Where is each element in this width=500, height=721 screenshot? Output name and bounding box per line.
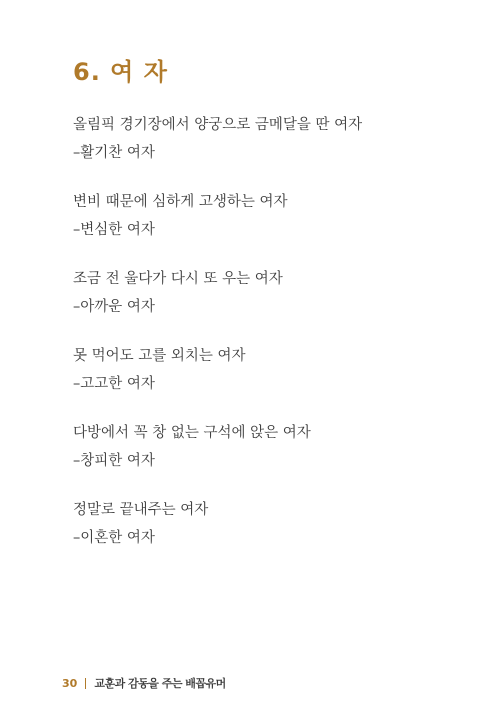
stanza xyxy=(73,342,463,398)
stanza xyxy=(73,111,463,167)
stanza-line: 올림픽 경기장에서 양궁으로 금메달을 딴 여자 xyxy=(73,117,363,133)
chapter-title: 6. 여 자 xyxy=(73,58,168,86)
stanza xyxy=(73,419,463,475)
stanza-punchline: –아까운 여자 xyxy=(73,299,155,315)
page-footer xyxy=(62,675,226,691)
stanza-punchline: –이혼한 여자 xyxy=(73,530,155,546)
stanza-punchline: –변심한 여자 xyxy=(73,222,155,238)
page-number: 30 xyxy=(62,676,78,690)
stanza-punchline: –창피한 여자 xyxy=(73,453,155,469)
stanza-punchline: –고고한 여자 xyxy=(73,376,155,392)
stanza-line: 다방에서 꼭 창 없는 구석에 앉은 여자 xyxy=(73,425,311,441)
stanza xyxy=(73,265,463,321)
stanza-line: 못 먹어도 고를 외치는 여자 xyxy=(73,348,246,364)
stanza-line: 조금 전 울다가 다시 또 우는 여자 xyxy=(73,271,283,287)
stanza-line: 변비 때문에 심하게 고생하는 여자 xyxy=(73,194,288,210)
stanza xyxy=(73,188,463,244)
stanza-line: 정말로 끝내주는 여자 xyxy=(73,502,209,518)
stanza-punchline: –활기찬 여자 xyxy=(73,145,155,161)
stanza xyxy=(73,496,463,552)
book-title: 교훈과 감동을 주는 배꼽유머 xyxy=(94,677,226,690)
footer-divider xyxy=(85,678,86,689)
